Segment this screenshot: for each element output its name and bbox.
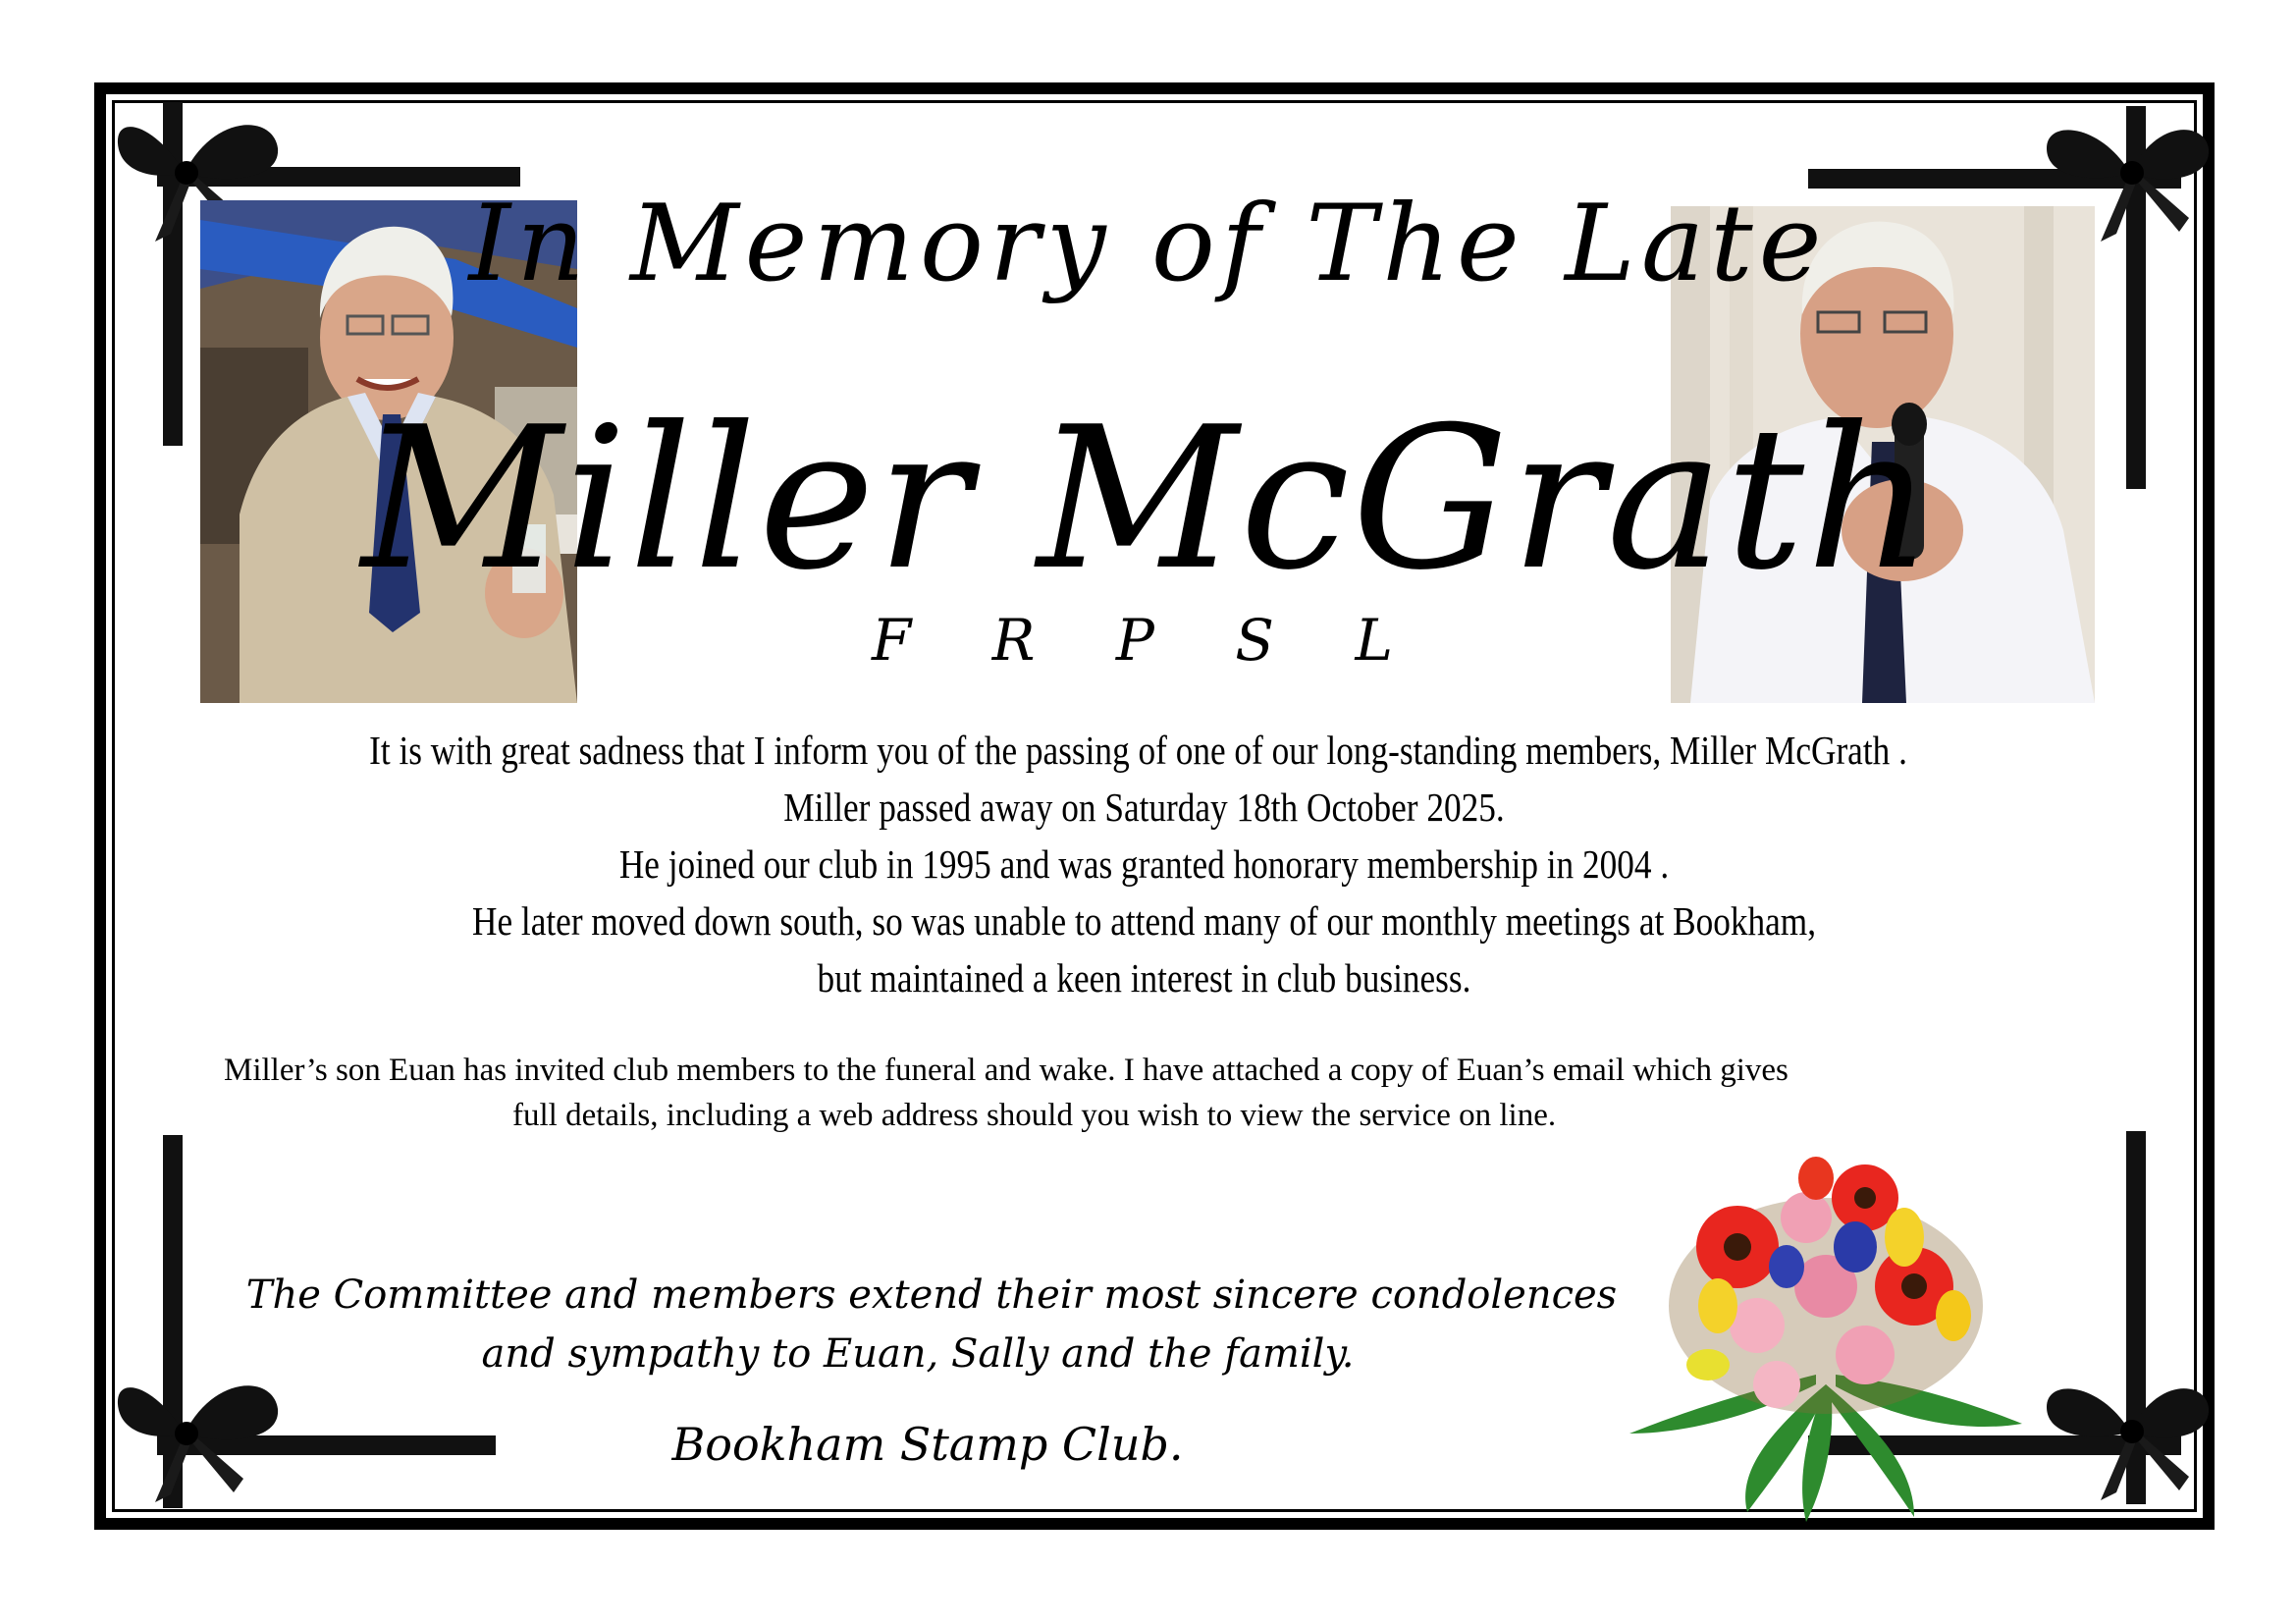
club-signature: Bookham Stamp Club. bbox=[671, 1418, 1184, 1471]
announcement-line: He later moved down south, so was unable to attend many of our monthly meetings at Bookham, bbox=[471, 898, 1817, 944]
memorial-heading: In Memory of The Late bbox=[468, 183, 1828, 305]
announcement-line: It is with great sadness that I inform you of the passing of one of our long-standing members, Miller McGrath . bbox=[369, 728, 1907, 773]
condolence-line: and sympathy to Euan, Sally and the family. bbox=[481, 1331, 1355, 1377]
announcement-line: Miller passed away on Saturday 18th October 2025. bbox=[783, 785, 1505, 830]
funeral-note-line: full details, including a web address should you wish to view the service on line. bbox=[512, 1098, 1557, 1133]
deceased-name: Miller McGrath bbox=[361, 385, 1935, 614]
postnominal-letters: F R P S L bbox=[872, 607, 1424, 674]
announcement-line: but maintained a keen interest in club business. bbox=[817, 955, 1471, 1001]
condolence-line: The Committee and members extend their most sincere condolences bbox=[245, 1272, 1618, 1318]
announcement-line: He joined our club in 1995 and was granted honorary membership in 2004 . bbox=[618, 841, 1670, 887]
bow-bottom-right-icon bbox=[2032, 1353, 2218, 1510]
funeral-note-line: Miller’s son Euan has invited club members to the funeral and wake. I have attached a copy of Euan’s email which gives bbox=[224, 1053, 1789, 1088]
